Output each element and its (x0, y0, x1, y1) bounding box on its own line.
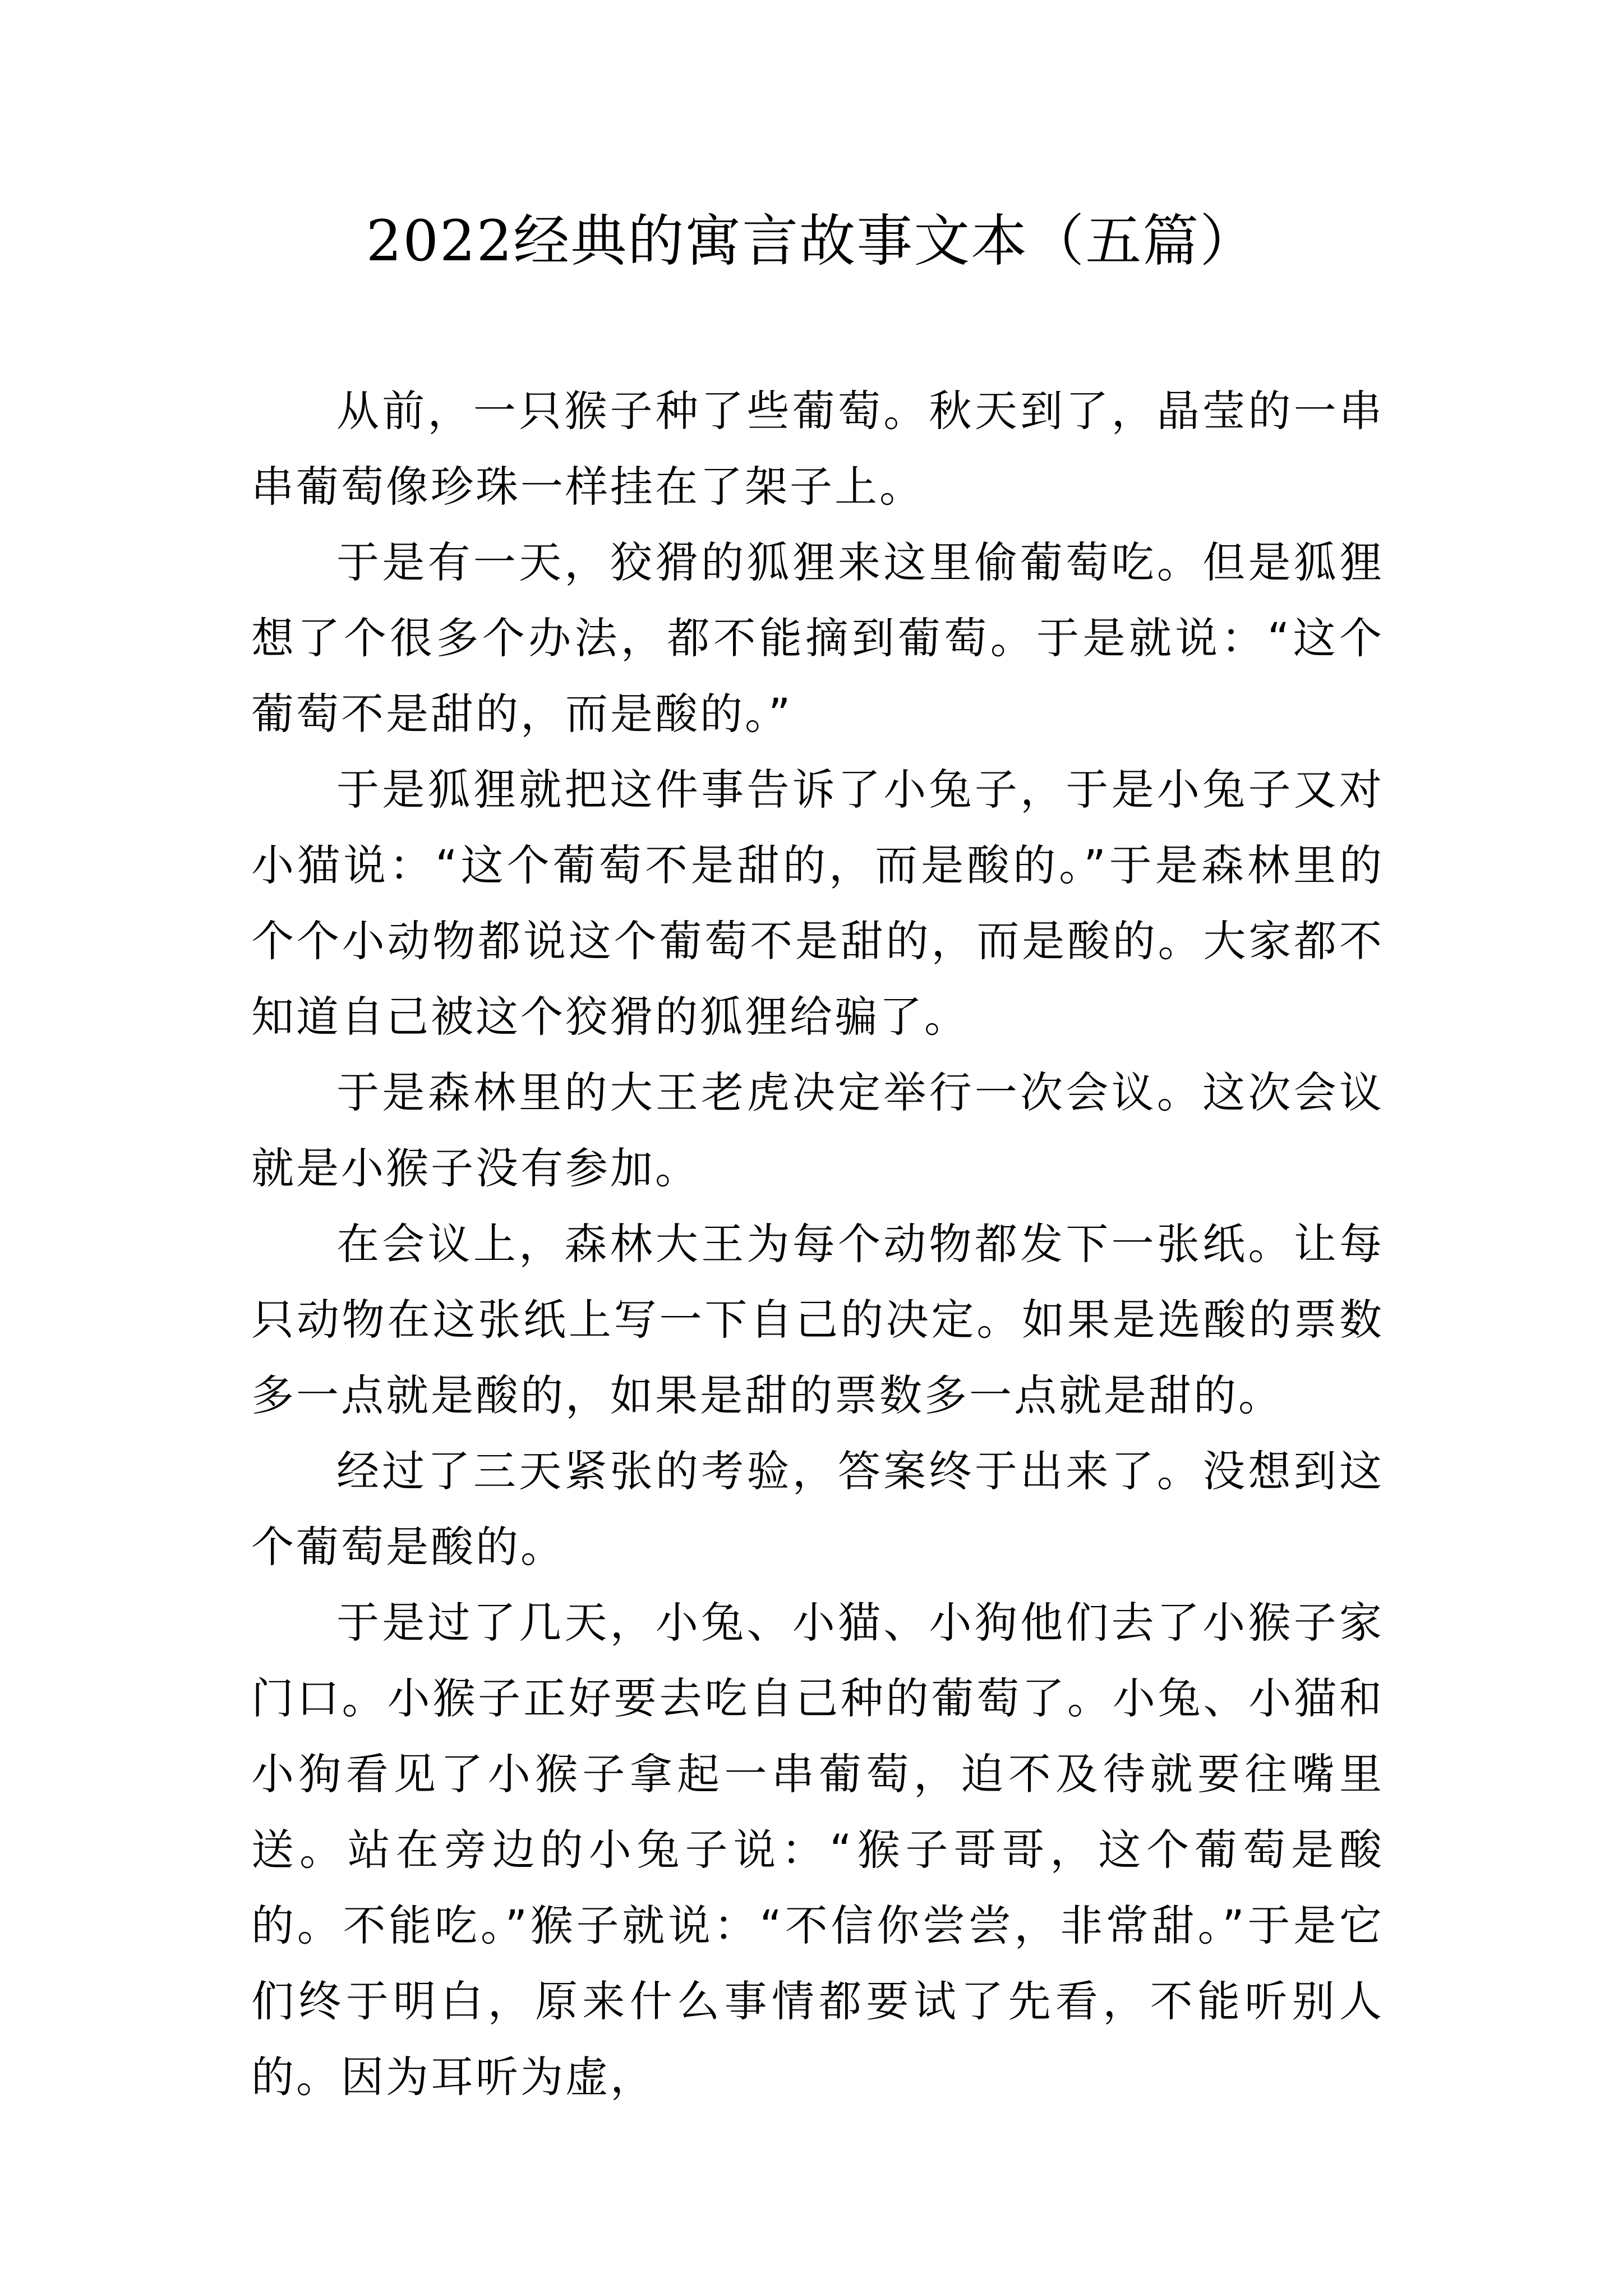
paragraph-1: 从前，一只猴子种了些葡萄。秋天到了，晶莹的一串串葡萄像珍珠一样挂在了架子上。 (251, 386, 1384, 512)
document-title: 2022经典的寓言故事文本（五篇） (366, 208, 1257, 274)
paragraph-7: 于是过了几天，小兔、小猫、小狗他们去了小猴子家门口。小猴子正好要去吃自己种的葡萄了。小兔、小猫和小狗看见了小猴子拿起一串葡萄，迫不及待就要往嘴里送。站在旁边的小兔子说：“猴子哥哥，这个葡萄是酸的。不能吃。”猴子就说：“不信你尝尝，非常甜。”于是它们终于明白，原来什么事情都要试了先看，不能听别人的。因为耳听为虚， (251, 1598, 1384, 2102)
paragraph-4: 于是森林里的大王老虎决定举行一次会议。这次会议就是小猴子没有参加。 (251, 1068, 1384, 1193)
document-body (251, 373, 1384, 2115)
paragraph-6: 经过了三天紧张的考验，答案终于出来了。没想到这个葡萄是酸的。 (251, 1446, 1384, 1572)
paragraph-3: 于是狐狸就把这件事告诉了小兔子，于是小兔子又对小猫说：“这个葡萄不是甜的，而是酸的。”于是森林里的个个小动物都说这个葡萄不是甜的，而是酸的。大家都不知道自己被这个狡猾的狐狸给骗了。 (251, 765, 1384, 1042)
paragraph-5: 在会议上，森林大王为每个动物都发下一张纸。让每只动物在这张纸上写一下自己的决定。如果是选酸的票数多一点就是酸的，如果是甜的票数多一点就是甜的。 (251, 1219, 1384, 1420)
paragraph-2: 于是有一天，狡猾的狐狸来这里偷葡萄吃。但是狐狸想了个很多个办法，都不能摘到葡萄。于是就说：“这个葡萄不是甜的，而是酸的。” (251, 537, 1384, 739)
